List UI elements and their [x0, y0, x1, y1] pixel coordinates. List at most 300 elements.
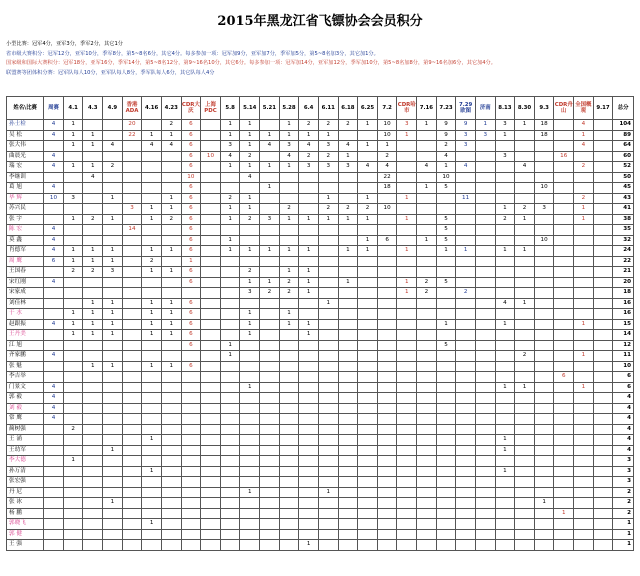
score-cell [338, 540, 358, 551]
score-cell [122, 267, 142, 278]
table-row [7, 498, 634, 509]
score-cell: 3 [240, 288, 260, 299]
score-cell: 2 [436, 141, 456, 152]
score-cell [142, 340, 162, 351]
score-cell [299, 225, 319, 236]
score-cell: 1 [220, 351, 240, 362]
table-row [7, 414, 634, 425]
score-cell [377, 193, 397, 204]
scoring-notes [6, 40, 636, 78]
score-cell [181, 435, 201, 446]
score-cell [201, 435, 221, 446]
score-cell: 1 [103, 361, 123, 372]
score-cell [220, 382, 240, 393]
score-cell [44, 445, 64, 456]
total-score: 14 [613, 330, 634, 341]
score-cell [515, 498, 535, 509]
score-cell: 1 [240, 141, 260, 152]
score-cell [338, 183, 358, 194]
score-cell [240, 414, 260, 425]
member-name: 李大德 [7, 456, 44, 467]
score-cell: 1 [495, 435, 515, 446]
score-cell [397, 372, 417, 383]
score-cell [554, 267, 574, 278]
score-cell [279, 529, 299, 540]
score-cell [220, 435, 240, 446]
score-cell [456, 477, 476, 488]
score-cell [240, 340, 260, 351]
score-cell [495, 477, 515, 488]
score-cell [83, 340, 103, 351]
member-name: 李继训 [7, 172, 44, 183]
score-cell [201, 183, 221, 194]
score-cell: 2 [161, 120, 181, 131]
total-score: 89 [613, 130, 634, 141]
score-cell: 1 [299, 214, 319, 225]
score-cell [44, 214, 64, 225]
table-row [7, 435, 634, 446]
score-cell [436, 487, 456, 498]
score-cell [436, 309, 456, 320]
member-name: 刘佳林 [7, 298, 44, 309]
score-cell [63, 519, 83, 530]
score-cell [515, 225, 535, 236]
score-cell [436, 351, 456, 362]
score-cell [495, 508, 515, 519]
score-cell: 1 [456, 246, 476, 257]
score-cell [279, 456, 299, 467]
score-cell [574, 403, 594, 414]
score-cell [260, 414, 280, 425]
score-cell [377, 382, 397, 393]
score-cell: 4 [44, 382, 64, 393]
score-cell [574, 225, 594, 236]
score-cell [161, 351, 181, 362]
score-cell [83, 393, 103, 404]
score-cell: 16 [554, 151, 574, 162]
score-cell [358, 393, 378, 404]
score-cell: 4 [44, 351, 64, 362]
score-cell: 1 [240, 193, 260, 204]
score-cell [397, 151, 417, 162]
score-cell [103, 204, 123, 215]
score-cell: 2 [240, 151, 260, 162]
score-cell [554, 120, 574, 131]
total-score: 4 [613, 414, 634, 425]
score-cell [417, 435, 437, 446]
score-cell [338, 466, 358, 477]
score-cell: 1 [83, 309, 103, 320]
score-cell [83, 445, 103, 456]
score-cell [299, 256, 319, 267]
score-cell [240, 529, 260, 540]
score-cell [220, 487, 240, 498]
score-cell [397, 204, 417, 215]
score-cell [220, 309, 240, 320]
score-cell [142, 225, 162, 236]
score-cell [318, 414, 338, 425]
score-cell: 1 [397, 246, 417, 257]
table-row [7, 298, 634, 309]
score-cell [279, 361, 299, 372]
table-row [7, 456, 634, 467]
table-row [7, 193, 634, 204]
member-name: 王国春 [7, 267, 44, 278]
score-cell: 10 [377, 204, 397, 215]
table-row [7, 393, 634, 404]
score-cell: 3 [475, 130, 495, 141]
score-cell [358, 330, 378, 341]
score-cell [436, 414, 456, 425]
score-cell: 2 [279, 288, 299, 299]
score-cell [103, 435, 123, 446]
score-cell [417, 298, 437, 309]
score-cell [318, 351, 338, 362]
score-cell: 1 [318, 193, 338, 204]
score-cell: 3 [122, 204, 142, 215]
score-cell [456, 519, 476, 530]
score-cell [593, 288, 613, 299]
score-cell [161, 487, 181, 498]
score-cell: 4 [279, 151, 299, 162]
score-cell [201, 298, 221, 309]
score-cell [299, 435, 319, 446]
score-cell [63, 298, 83, 309]
score-cell [318, 466, 338, 477]
score-cell [377, 456, 397, 467]
score-cell: 22 [122, 130, 142, 141]
total-score: 2 [613, 498, 634, 509]
score-cell [377, 309, 397, 320]
score-cell [83, 477, 103, 488]
score-cell [44, 498, 64, 509]
score-cell [181, 487, 201, 498]
score-cell [475, 246, 495, 257]
score-cell [397, 319, 417, 330]
score-cell [83, 466, 103, 477]
score-cell [417, 372, 437, 383]
score-cell [515, 141, 535, 152]
score-cell [358, 508, 378, 519]
score-cell: 2 [417, 277, 437, 288]
score-cell [495, 519, 515, 530]
score-cell [161, 424, 181, 435]
score-cell [515, 424, 535, 435]
score-cell [142, 235, 162, 246]
score-cell [495, 361, 515, 372]
score-cell [103, 225, 123, 236]
score-cell [456, 498, 476, 509]
column-header: 4.9 [103, 97, 123, 120]
score-cell [534, 172, 554, 183]
score-cell [495, 498, 515, 509]
score-cell [358, 225, 378, 236]
score-cell [534, 256, 554, 267]
score-cell: 2 [338, 204, 358, 215]
score-cell [397, 529, 417, 540]
score-cell: 1 [377, 141, 397, 152]
score-cell [220, 529, 240, 540]
score-cell [201, 414, 221, 425]
total-score: 20 [613, 277, 634, 288]
score-cell [417, 193, 437, 204]
score-cell [417, 267, 437, 278]
score-cell [220, 225, 240, 236]
score-cell [83, 288, 103, 299]
member-name: 刘 毅 [7, 403, 44, 414]
score-cell [63, 466, 83, 477]
score-cell [456, 487, 476, 498]
score-cell: 6 [181, 204, 201, 215]
score-cell [377, 319, 397, 330]
score-cell [103, 529, 123, 540]
score-cell [534, 151, 554, 162]
score-cell [279, 519, 299, 530]
score-cell: 2 [240, 267, 260, 278]
score-cell [358, 445, 378, 456]
score-cell: 1 [534, 498, 554, 509]
score-cell [142, 424, 162, 435]
column-header: CDR哈市 [397, 97, 417, 120]
score-cell [593, 445, 613, 456]
score-cell [593, 214, 613, 225]
score-cell: 1 [181, 256, 201, 267]
score-cell: 1 [103, 319, 123, 330]
score-cell [122, 172, 142, 183]
score-cell [475, 529, 495, 540]
score-cell [554, 487, 574, 498]
score-cell [534, 424, 554, 435]
score-cell [593, 246, 613, 257]
score-cell: 1 [515, 382, 535, 393]
score-cell: 3 [318, 141, 338, 152]
score-cell [574, 529, 594, 540]
score-cell [495, 529, 515, 540]
score-cell: 3 [260, 214, 280, 225]
score-cell [358, 351, 378, 362]
score-cell: 1 [417, 183, 437, 194]
score-cell: 1 [279, 120, 299, 131]
score-cell [574, 246, 594, 257]
score-cell [358, 298, 378, 309]
score-cell [181, 540, 201, 551]
score-cell [515, 267, 535, 278]
table-row [7, 508, 634, 519]
score-cell [436, 267, 456, 278]
score-cell [574, 361, 594, 372]
score-cell [122, 246, 142, 257]
score-cell: 1 [338, 214, 358, 225]
score-cell [417, 319, 437, 330]
score-cell [456, 204, 476, 215]
score-cell: 1 [240, 277, 260, 288]
score-cell: 3 [495, 151, 515, 162]
score-cell: 1 [417, 120, 437, 131]
member-name: 宋家成 [7, 288, 44, 299]
score-cell [122, 162, 142, 173]
score-cell: 1 [417, 235, 437, 246]
score-cell: 1 [142, 246, 162, 257]
score-cell [495, 141, 515, 152]
score-cell [63, 414, 83, 425]
score-cell [181, 372, 201, 383]
score-cell [475, 435, 495, 446]
score-cell [122, 372, 142, 383]
score-cell [495, 225, 515, 236]
header-row [7, 97, 634, 120]
score-cell [318, 540, 338, 551]
score-cell [279, 487, 299, 498]
column-header: 9.17 [593, 97, 613, 120]
score-cell [515, 256, 535, 267]
score-cell [593, 372, 613, 383]
score-cell [44, 435, 64, 446]
score-cell: 2 [260, 288, 280, 299]
score-cell [417, 351, 437, 362]
score-cell [534, 319, 554, 330]
score-cell [534, 466, 554, 477]
score-cell [534, 288, 554, 299]
total-score: 1 [613, 540, 634, 551]
score-cell: 3 [397, 120, 417, 131]
score-cell [220, 424, 240, 435]
column-header: 全国概观 [574, 97, 594, 120]
member-name: 王 强 [7, 540, 44, 551]
score-cell [554, 214, 574, 225]
score-cell [122, 277, 142, 288]
total-score: 10 [613, 361, 634, 372]
score-cell [593, 477, 613, 488]
score-cell [495, 487, 515, 498]
score-cell [554, 361, 574, 372]
score-cell [574, 309, 594, 320]
score-cell [44, 466, 64, 477]
score-cell [456, 393, 476, 404]
score-cell [397, 298, 417, 309]
score-cell: 2 [574, 193, 594, 204]
total-score: 16 [613, 298, 634, 309]
score-cell [299, 351, 319, 362]
score-cell [63, 529, 83, 540]
score-cell [534, 277, 554, 288]
score-cell [142, 193, 162, 204]
score-cell [338, 393, 358, 404]
score-cell: 6 [181, 340, 201, 351]
score-cell [122, 256, 142, 267]
score-cell: 1 [83, 162, 103, 173]
score-cell [593, 424, 613, 435]
score-cell [534, 340, 554, 351]
table-row [7, 204, 634, 215]
score-cell [397, 435, 417, 446]
score-cell [574, 330, 594, 341]
score-cell [279, 540, 299, 551]
score-cell [358, 456, 378, 467]
score-cell [142, 498, 162, 509]
column-header: 济南 [475, 97, 495, 120]
score-cell: 4 [495, 298, 515, 309]
score-table [6, 96, 634, 551]
score-cell [299, 487, 319, 498]
score-cell [220, 288, 240, 299]
score-cell [122, 214, 142, 225]
score-cell: 1 [515, 298, 535, 309]
score-cell [142, 277, 162, 288]
score-cell [515, 130, 535, 141]
score-cell [318, 288, 338, 299]
member-name: 赵跟振 [7, 319, 44, 330]
column-header: 7.2 [377, 97, 397, 120]
total-score: 3 [613, 466, 634, 477]
score-cell: 1 [260, 246, 280, 257]
score-cell [574, 487, 594, 498]
score-cell [574, 508, 594, 519]
total-score: 4 [613, 445, 634, 456]
score-cell [201, 120, 221, 131]
score-cell [554, 172, 574, 183]
score-cell [397, 540, 417, 551]
score-cell: 1 [63, 309, 83, 320]
column-header: 4.1 [63, 97, 83, 120]
member-name: 郭晓飞 [7, 519, 44, 530]
score-cell [279, 298, 299, 309]
score-cell [456, 540, 476, 551]
score-cell: 1 [318, 214, 338, 225]
score-cell [103, 372, 123, 383]
score-cell: 1 [436, 246, 456, 257]
score-cell [240, 466, 260, 477]
score-cell [181, 414, 201, 425]
score-cell [44, 456, 64, 467]
table-row [7, 235, 634, 246]
score-cell [554, 498, 574, 509]
score-cell [279, 172, 299, 183]
score-cell [574, 235, 594, 246]
score-cell [515, 361, 535, 372]
score-cell [574, 414, 594, 425]
score-cell [142, 529, 162, 540]
score-cell: 1 [142, 130, 162, 141]
score-cell [377, 487, 397, 498]
member-name: 宋红刚 [7, 277, 44, 288]
score-cell [201, 162, 221, 173]
score-cell [417, 330, 437, 341]
score-cell [279, 193, 299, 204]
score-cell [260, 151, 280, 162]
score-cell [103, 456, 123, 467]
score-cell: 1 [495, 130, 515, 141]
score-cell [201, 246, 221, 257]
score-cell [240, 540, 260, 551]
score-cell: 1 [299, 267, 319, 278]
score-cell [593, 540, 613, 551]
score-cell [436, 204, 456, 215]
score-cell [495, 288, 515, 299]
score-cell [495, 330, 515, 341]
score-cell [122, 508, 142, 519]
score-cell [338, 372, 358, 383]
score-cell [456, 225, 476, 236]
score-cell: 4 [44, 183, 64, 194]
score-cell [338, 508, 358, 519]
score-cell [495, 403, 515, 414]
score-cell [181, 382, 201, 393]
member-name: 张 冰 [7, 498, 44, 509]
score-cell [358, 414, 378, 425]
score-cell [299, 529, 319, 540]
score-cell [338, 298, 358, 309]
score-cell [593, 435, 613, 446]
